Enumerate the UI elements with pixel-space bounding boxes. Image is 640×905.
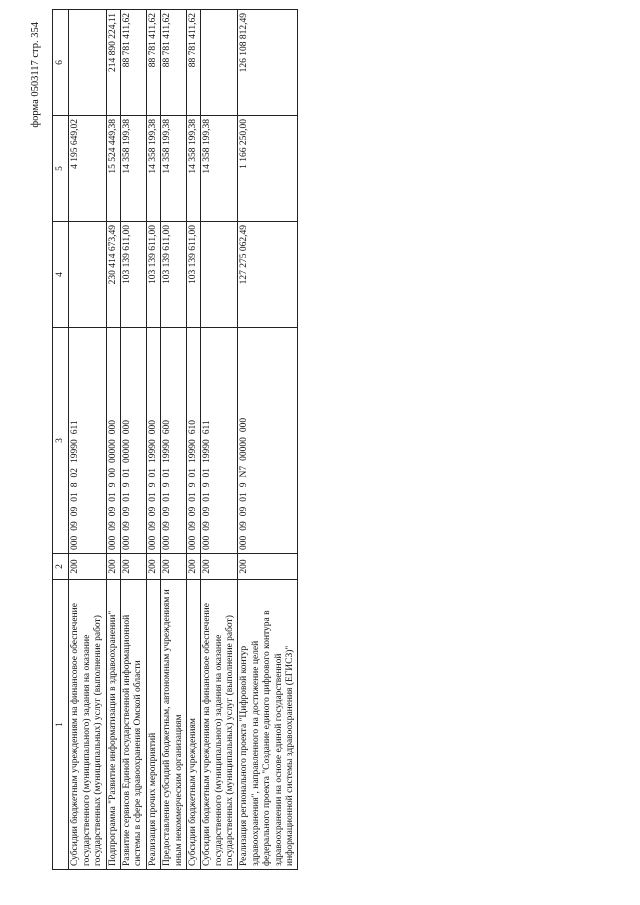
kbk-segment: 09 <box>187 521 198 531</box>
kbk-segment: 09 <box>162 521 173 531</box>
kbk-segment: 610 <box>187 420 198 435</box>
kbk-segment: 01 <box>147 468 158 478</box>
table-row <box>201 10 238 870</box>
column-header: 1 <box>53 580 69 870</box>
table-row <box>238 10 298 870</box>
remaining-amount: 88 781 411,62 <box>146 10 160 116</box>
kbk-segment: 09 <box>70 506 81 517</box>
table-row <box>186 10 200 870</box>
approved-amount <box>69 222 106 328</box>
budget-execution-table <box>52 9 298 870</box>
row-name: Подпрограмма "Развитие информатизации в здравоохранении" <box>106 580 120 870</box>
approved-amount <box>201 222 238 328</box>
kbk-segment: 01 <box>162 492 173 502</box>
kbk-segment: 09 <box>121 506 132 517</box>
table-row <box>146 10 160 870</box>
budget-classification-code <box>238 328 298 554</box>
table-row <box>69 10 106 870</box>
kbk-segment: 00 <box>107 468 118 478</box>
approved-amount: 230 414 673,49 <box>106 222 120 328</box>
kbk-segment: 01 <box>70 492 81 502</box>
kbk-segment: 9 <box>162 482 173 488</box>
kbk-segment: 00000 <box>121 439 132 463</box>
kbk-segment: 9 <box>239 482 250 488</box>
line-code: 200 <box>69 554 106 580</box>
column-header: 2 <box>53 554 69 580</box>
budget-classification-code <box>161 328 187 554</box>
executed-amount: 14 358 199,38 <box>120 116 146 222</box>
kbk-segment: 09 <box>70 521 81 531</box>
remaining-amount <box>69 10 106 116</box>
kbk-segment: 000 <box>121 535 132 550</box>
row-name: Субсидии бюджетным учреждениям <box>186 580 200 870</box>
kbk-segment: 000 <box>187 535 198 550</box>
budget-classification-code <box>120 328 146 554</box>
line-code: 200 <box>238 554 298 580</box>
kbk-segment: 000 <box>162 535 173 550</box>
table-row <box>106 10 120 870</box>
kbk-segment: 01 <box>202 492 213 502</box>
executed-amount: 14 358 199,38 <box>201 116 238 222</box>
kbk-segment: 9 <box>121 482 132 488</box>
kbk-segment: 19990 <box>147 439 158 463</box>
kbk-segment: 9 <box>147 482 158 488</box>
executed-amount: 14 358 199,38 <box>186 116 200 222</box>
kbk-segment: 000 <box>121 420 132 435</box>
kbk-segment: 01 <box>107 492 118 502</box>
kbk-segment: 19990 <box>70 439 81 463</box>
kbk-segment: 09 <box>239 521 250 531</box>
kbk-segment: 09 <box>202 506 213 517</box>
column-number-row <box>53 10 69 870</box>
form-page-note: форма 0503117 стр. 354 <box>30 22 41 128</box>
row-name: Развитие сервисов Единой государственной информационной системы в сфере здравоохранения Омской области <box>120 580 146 870</box>
kbk-segment: 09 <box>147 521 158 531</box>
kbk-segment: 000 <box>239 535 250 550</box>
row-name: Предоставление субсидий бюджетным, автономным учреждениям и иным некоммерческим организациям <box>161 580 187 870</box>
line-code: 200 <box>186 554 200 580</box>
budget-classification-code <box>146 328 160 554</box>
budget-classification-code <box>69 328 106 554</box>
kbk-segment: 000 <box>147 420 158 435</box>
line-code: 200 <box>201 554 238 580</box>
kbk-segment: 19990 <box>202 439 213 463</box>
kbk-segment: 09 <box>187 506 198 517</box>
row-name: Субсидии бюджетным учреждениям на финансовое обеспечение государственного (муниципального) задания на оказание государственных (муниципальных) услуг (выполнение работ) <box>201 580 238 870</box>
executed-amount: 1 166 250,00 <box>238 116 298 222</box>
kbk-segment: 01 <box>147 492 158 502</box>
kbk-segment: 09 <box>147 506 158 517</box>
kbk-segment: 00000 <box>239 437 250 461</box>
kbk-segment: 600 <box>162 420 173 435</box>
kbk-segment: 000 <box>202 535 213 550</box>
approved-amount: 103 139 611,00 <box>146 222 160 328</box>
kbk-segment: 8 <box>70 482 81 488</box>
kbk-segment: 01 <box>162 468 173 478</box>
row-name: Реализация регионального проекта "Цифровой контур здравоохранения", направленного на достижение целей федерального проекта "Создание единого цифрового контура в здравоохранении на основе единой государственной информационной системы здравоохранения (ЕГИСЗ)" <box>238 580 298 870</box>
kbk-segment: 01 <box>187 492 198 502</box>
table-row <box>120 10 146 870</box>
row-name: Субсидии бюджетным учреждениям на финансовое обеспечение государственного (муниципального) задания на оказание государственных (муниципальных) услуг (выполнение работ) <box>69 580 106 870</box>
kbk-segment: 19990 <box>187 439 198 463</box>
line-code: 200 <box>161 554 187 580</box>
kbk-segment: 01 <box>121 492 132 502</box>
remaining-amount: 126 108 812,49 <box>238 10 298 116</box>
kbk-segment: 02 <box>70 468 81 478</box>
kbk-segment: 000 <box>70 535 81 550</box>
column-header: 5 <box>53 116 69 222</box>
kbk-segment: 9 <box>187 482 198 488</box>
remaining-amount: 214 890 224,11 <box>106 10 120 116</box>
kbk-segment: 000 <box>147 535 158 550</box>
remaining-amount: 88 781 411,62 <box>161 10 187 116</box>
kbk-segment: 09 <box>239 506 250 517</box>
budget-classification-code <box>201 328 238 554</box>
table-row <box>161 10 187 870</box>
remaining-amount: 88 781 411,62 <box>120 10 146 116</box>
executed-amount: 14 358 199,38 <box>146 116 160 222</box>
kbk-segment: 00000 <box>107 439 118 463</box>
kbk-segment: 9 <box>202 482 213 488</box>
kbk-segment: 000 <box>239 417 250 433</box>
executed-amount: 14 358 199,38 <box>161 116 187 222</box>
line-code: 200 <box>106 554 120 580</box>
budget-classification-code <box>186 328 200 554</box>
executed-amount: 15 524 449,38 <box>106 116 120 222</box>
kbk-segment: 09 <box>202 521 213 531</box>
kbk-segment: 01 <box>187 468 198 478</box>
column-header: 6 <box>53 10 69 116</box>
remaining-amount: 88 781 411,62 <box>186 10 200 116</box>
kbk-segment: 611 <box>202 420 213 435</box>
column-header: 3 <box>53 328 69 554</box>
kbk-segment: 09 <box>162 506 173 517</box>
approved-amount: 103 139 611,00 <box>161 222 187 328</box>
executed-amount: 4 195 649,02 <box>69 116 106 222</box>
kbk-segment: 01 <box>121 468 132 478</box>
kbk-segment: 19990 <box>162 439 173 463</box>
kbk-segment: 09 <box>121 521 132 531</box>
kbk-segment: 09 <box>107 506 118 517</box>
rotated-page <box>30 10 452 870</box>
kbk-segment: 611 <box>70 420 81 435</box>
kbk-segment: 09 <box>107 521 118 531</box>
column-header: 4 <box>53 222 69 328</box>
approved-amount: 103 139 611,00 <box>186 222 200 328</box>
line-code: 200 <box>120 554 146 580</box>
kbk-segment: 9 <box>107 482 118 488</box>
kbk-segment: 01 <box>239 492 250 502</box>
row-name: Реализация прочих мероприятий <box>146 580 160 870</box>
kbk-segment: 01 <box>202 468 213 478</box>
kbk-segment: 000 <box>107 420 118 435</box>
kbk-segment: N7 <box>239 465 250 478</box>
kbk-segment: 000 <box>107 535 118 550</box>
approved-amount: 103 139 611,00 <box>120 222 146 328</box>
line-code: 200 <box>146 554 160 580</box>
budget-classification-code <box>106 328 120 554</box>
remaining-amount <box>201 10 238 116</box>
approved-amount: 127 275 062,49 <box>238 222 298 328</box>
